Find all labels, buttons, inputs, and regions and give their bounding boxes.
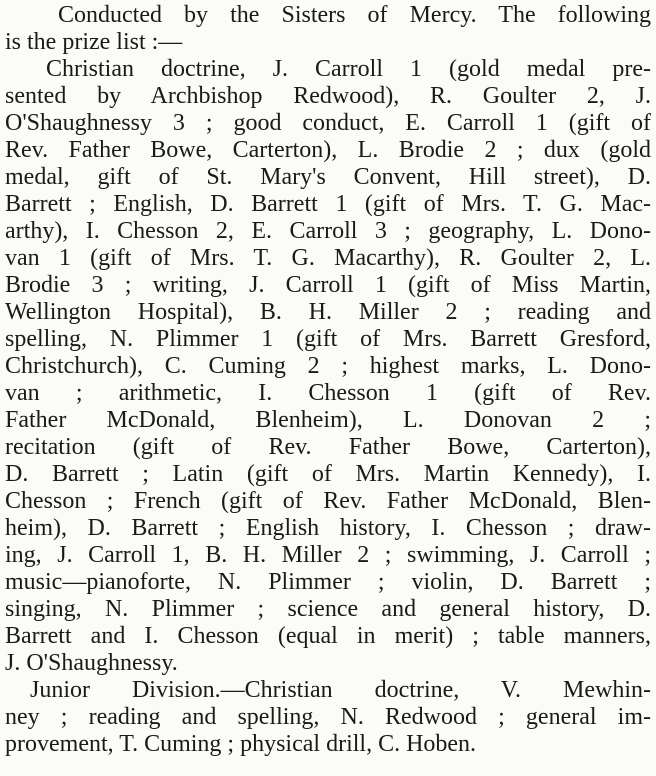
- text-line: provement, T. Cuming ; physical drill, C. Hoben.: [5, 731, 477, 757]
- text-line: van 1 (gift of Mrs. T. G. Macarthy), R. Goulter 2, L.: [5, 245, 651, 271]
- text-line: Rev. Father Bowe, Carterton), L. Brodie 2 ; dux (gold: [5, 137, 651, 163]
- text-line: ing, J. Carroll 1, B. H. Miller 2 ; swimming, J. Carroll ;: [5, 542, 651, 568]
- text-line: recitation (gift of Rev. Father Bowe, Carterton),: [5, 434, 651, 460]
- text-line: Junior Division.—Christian doctrine, V. Mewhin-: [30, 677, 651, 703]
- text-line: Barrett and I. Chesson (equal in merit) ; table manners,: [5, 623, 651, 649]
- text-line: Brodie 3 ; writing, J. Carroll 1 (gift of Miss Martin,: [5, 272, 651, 298]
- text-line: Father McDonald, Blenheim), L. Donovan 2 ;: [5, 407, 651, 433]
- text-line: Chesson ; French (gift of Rev. Father McDonald, Blen-: [5, 488, 651, 514]
- text-line: arthy), I. Chesson 2, E. Carroll 3 ; geography, L. Dono-: [5, 218, 651, 244]
- text-line: music—pianoforte, N. Plimmer ; violin, D. Barrett ;: [5, 569, 651, 595]
- text-line: O'Shaughnessy 3 ; good conduct, E. Carroll 1 (gift of: [5, 110, 651, 136]
- text-line: Conducted by the Sisters of Mercy. The following: [58, 2, 651, 28]
- text-line: ney ; reading and spelling, N. Redwood ; general im-: [5, 704, 651, 730]
- text-line: J. O'Shaughnessy.: [5, 650, 178, 676]
- text-line: medal, gift of St. Mary's Convent, Hill street), D.: [5, 164, 651, 190]
- text-line: Christian doctrine, J. Carroll 1 (gold medal pre-: [46, 56, 651, 82]
- text-line: Wellington Hospital), B. H. Miller 2 ; reading and: [5, 299, 651, 325]
- text-line: is the prize list :—: [5, 29, 183, 55]
- text-line: van ; arithmetic, I. Chesson 1 (gift of Rev.: [5, 380, 651, 406]
- text-line: heim), D. Barrett ; English history, I. Chesson ; draw-: [5, 515, 651, 541]
- text-line: sented by Archbishop Redwood), R. Goulter 2, J.: [5, 83, 651, 109]
- text-line: D. Barrett ; Latin (gift of Mrs. Martin Kennedy), I.: [5, 461, 651, 487]
- text-line: spelling, N. Plimmer 1 (gift of Mrs. Barrett Gresford,: [5, 326, 651, 352]
- text-line: Barrett ; English, D. Barrett 1 (gift of Mrs. T. G. Mac-: [5, 191, 651, 217]
- text-line: Christchurch), C. Cuming 2 ; highest marks, L. Dono-: [5, 353, 651, 379]
- text-line: singing, N. Plimmer ; science and general history, D.: [5, 596, 651, 622]
